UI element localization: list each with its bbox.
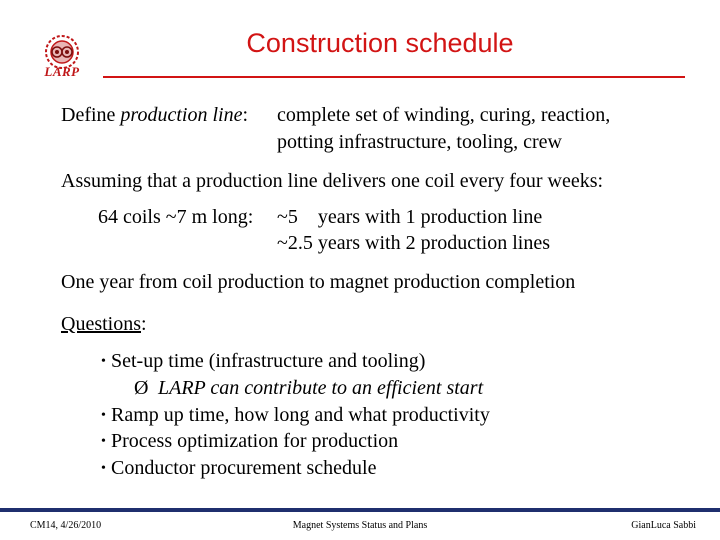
questions-heading-colon: :: [141, 313, 147, 335]
coils-line-1: ~5 years with 1 production line: [277, 206, 543, 228]
bullet-icon: •: [101, 434, 106, 449]
logo-text: LARP: [44, 64, 80, 79]
assumption-text: Assuming that a production line delivers one coil every four weeks:: [61, 170, 604, 192]
definition-line-2: potting infrastructure, tooling, crew: [277, 131, 562, 153]
coils-line-2: ~2.5 years with 2 production lines: [277, 232, 550, 254]
definition-term: production line: [120, 104, 243, 126]
title-rule: [103, 76, 685, 78]
definition-prefix: Define: [61, 104, 121, 126]
slide-title: Construction schedule: [246, 28, 514, 58]
footer-date: CM14, 4/26/2010: [30, 520, 102, 531]
question-item: [101, 349, 425, 374]
questions-heading-label: Questions: [61, 313, 141, 335]
definition-label: [61, 103, 248, 127]
bullet-icon: •: [101, 461, 106, 476]
question-subitem: [134, 376, 483, 400]
question-item: [101, 429, 398, 454]
footer-author: GianLuca Sabbi: [631, 520, 696, 531]
question-text: Process optimization for production: [111, 430, 399, 452]
definition-line-1: complete set of winding, curing, reaction,: [277, 104, 611, 126]
question-text: Conductor procurement schedule: [111, 457, 377, 479]
bullet-icon: •: [101, 408, 106, 423]
coils-label: 64 coils ~7 m long:: [98, 206, 254, 228]
definition-colon: :: [242, 104, 249, 126]
question-item: [101, 456, 376, 481]
question-item: [101, 403, 490, 428]
footer-bar: [0, 508, 720, 512]
question-text: Set-up time (infrastructure and tooling): [111, 350, 426, 372]
question-text: Ramp up time, how long and what productivity: [111, 404, 490, 426]
question-subitem-text: LARP can contribute to an efficient start: [158, 377, 484, 399]
bullet-icon: •: [101, 354, 106, 369]
arrow-bullet-icon: Ø: [134, 377, 149, 399]
footer-title: Magnet Systems Status and Plans: [292, 520, 428, 531]
questions-heading: [61, 312, 147, 336]
one-year-text: One year from coil production to magnet production completion: [61, 271, 576, 293]
